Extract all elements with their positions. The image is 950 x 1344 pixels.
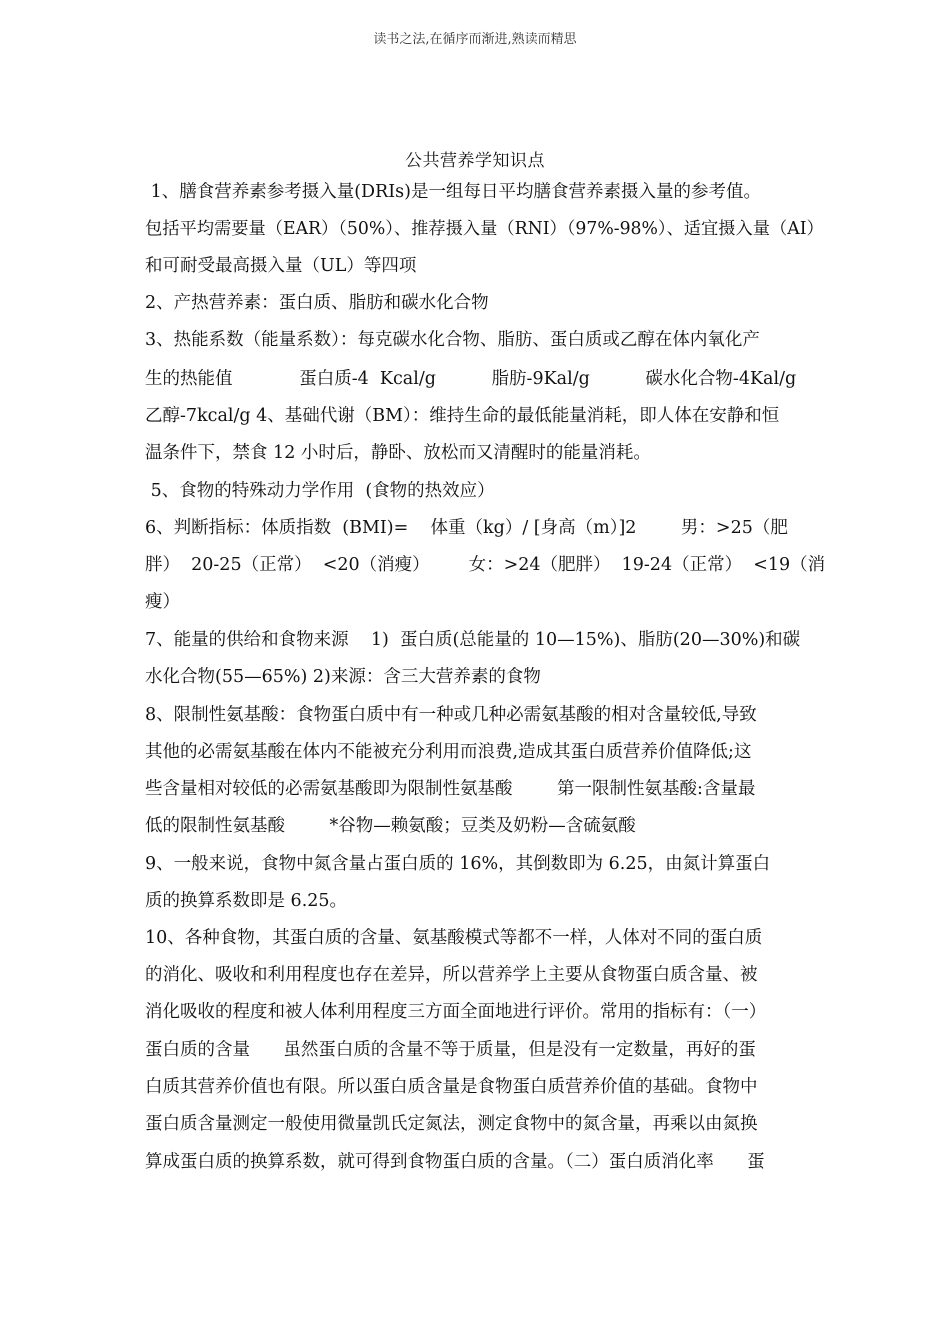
document-title: 公共营养学知识点: [405, 151, 545, 171]
text-line: 些含量相对较低的必需氨基酸即为限制性氨基酸 第一限制性氨基酸:含量最: [145, 779, 756, 799]
text-line: 质的换算系数即是 6.25。: [145, 891, 348, 911]
text-line: 8、限制性氨基酸：食物蛋白质中有一种或几种必需氨基酸的相对含量较低,导致: [145, 705, 757, 725]
page-header-motto: 读书之法,在循序而渐进,熟读而精思: [373, 32, 577, 47]
text-line: 蛋白质含量测定一般使用微量凯氏定氮法，测定食物中的氮含量，再乘以由氮换: [145, 1114, 758, 1134]
text-line: 5、食物的特殊动力学作用 (食物的热效应）: [145, 481, 495, 501]
text-line: 温条件下，禁食 12 小时后，静卧、放松而又清醒时的能量消耗。: [145, 443, 651, 463]
text-line: 7、能量的供给和食物来源 1) 蛋白质(总能量的 10—15%)、脂肪(20—30%)和碳: [145, 630, 801, 650]
text-line: 乙醇-7kcal/g 4、基础代谢（BM）：维持生命的最低能量消耗，即人体在安静和恒: [145, 406, 780, 426]
text-line: 算成蛋白质的换算系数，就可得到食物蛋白质的含量。（二）蛋白质消化率 蛋: [145, 1152, 765, 1172]
text-line: 胖） 20-25（正常） <20（消瘦） 女：>24（肥胖） 19-24（正常） <19（消: [145, 555, 826, 575]
text-line: 1、膳食营养素参考摄入量(DRIs)是一组每日平均膳食营养素摄入量的参考值。: [145, 182, 761, 202]
text-line: 6、判断指标：体质指数 (BMI)= 体重（kg）/ [身高（m）]2 男：>25（肥: [145, 518, 788, 538]
text-line: 2、产热营养素：蛋白质、脂肪和碳水化合物: [145, 293, 489, 313]
text-line: 10、各种食物，其蛋白质的含量、氨基酸模式等都不一样，人体对不同的蛋白质: [145, 928, 763, 948]
text-line: 瘦）: [145, 592, 180, 612]
text-line: 蛋白质的含量 虽然蛋白质的含量不等于质量，但是没有一定数量，再好的蛋: [145, 1040, 756, 1060]
text-line: 包括平均需要量（EAR）（50%）、推荐摄入量（RNI）（97%-98%）、适宜摄入量（AI）: [145, 219, 824, 239]
text-line: 其他的必需氨基酸在体内不能被充分利用而浪费,造成其蛋白质营养价值降低;这: [145, 742, 752, 762]
text-line: 低的限制性氨基酸 *谷物—赖氨酸；豆类及奶粉—含硫氨酸: [145, 816, 636, 836]
text-line: 白质其营养价值也有限。所以蛋白质含量是食物蛋白质营养价值的基础。食物中: [145, 1077, 758, 1097]
text-line: 消化吸收的程度和被人体利用程度三方面全面地进行评价。常用的指标有：（一）: [145, 1002, 767, 1022]
text-line: 和可耐受最高摄入量（UL）等四项: [145, 256, 417, 276]
text-line: 水化合物(55—65%) 2)来源：含三大营养素的食物: [145, 667, 541, 687]
text-line: 生的热能值 蛋白质-4 Kcal/g 脂肪-9Kal/g 碳水化合物-4Kal/g: [145, 369, 797, 389]
text-line: 9、一般来说，食物中氮含量占蛋白质的 16%，其倒数即为 6.25，由氮计算蛋白: [145, 854, 771, 874]
text-line: 3、热能系数（能量系数）：每克碳水化合物、脂肪、蛋白质或乙醇在体内氧化产: [145, 330, 760, 350]
text-line: 的消化、吸收和利用程度也存在差异，所以营养学上主要从食物蛋白质含量、被: [145, 965, 758, 985]
